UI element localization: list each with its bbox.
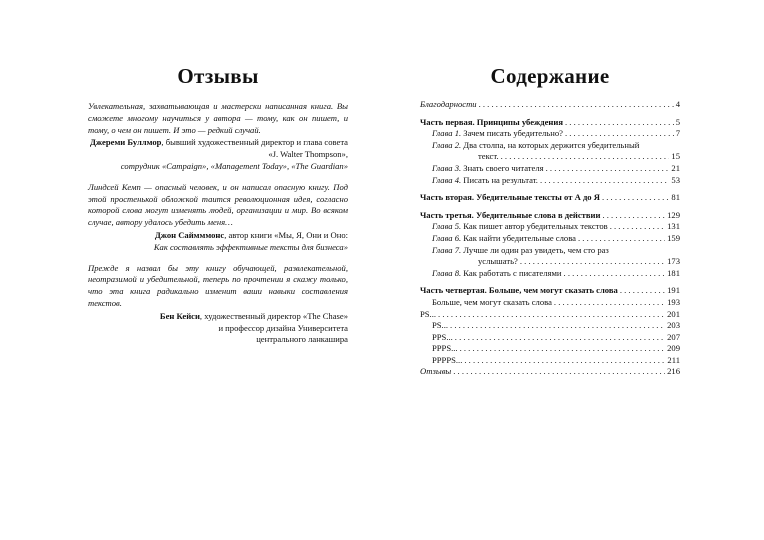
toc-label: Часть четвертая. Больше, чем могут сказать слова xyxy=(420,285,618,296)
toc-page: 4 xyxy=(675,99,680,109)
toc-page: 53 xyxy=(671,174,680,185)
review-author-role-3: центрального ланкашира xyxy=(256,334,348,345)
toc-label: Больше, чем могут сказать слова xyxy=(432,296,552,307)
toc-page: 203 xyxy=(667,320,680,331)
toc-page: 216 xyxy=(667,366,680,377)
toc-entry[interactable] xyxy=(420,332,680,344)
review-author-role-2: и профессор дизайна Университета xyxy=(218,322,348,333)
toc-entry[interactable] xyxy=(420,309,680,321)
toc-chapter[interactable] xyxy=(420,140,680,163)
toc-label: Отзывы xyxy=(420,366,452,377)
toc-label: услышать? xyxy=(478,256,518,267)
toc-label: Часть первая. Принципы убеждения xyxy=(420,116,563,127)
review-author: Джереми Буллмор xyxy=(90,137,162,148)
toc-chapter-num: Глава 3. xyxy=(432,162,462,173)
toc-page: 15 xyxy=(671,151,680,162)
toc-page: 207 xyxy=(667,331,680,342)
toc-label: PPS... xyxy=(432,331,453,342)
toc-entry[interactable] xyxy=(420,366,680,378)
toc-page: 131 xyxy=(667,221,680,232)
review-author-role-2: Как составлять эффективные тексты для бизнеса» xyxy=(153,241,348,252)
toc-page: 209 xyxy=(667,343,680,354)
toc-chapter[interactable] xyxy=(420,268,680,280)
toc-label: Благодарности xyxy=(420,99,477,109)
toc-label: Зачем писать убедительно? xyxy=(461,128,563,139)
toc-entry[interactable] xyxy=(420,320,680,332)
toc-label: Писать на результат. xyxy=(461,174,538,185)
contents-page xyxy=(420,0,680,540)
review-attribution xyxy=(88,137,348,172)
review-author-role-2: сотрудник «Campaign», «Management Today», «The Guardian» xyxy=(120,160,348,171)
review-author: Бен Кейси xyxy=(159,310,200,321)
reviews-page xyxy=(88,0,348,540)
toc-label: Как найти убедительные слова xyxy=(461,232,576,243)
toc-label: PPPS... xyxy=(432,343,458,354)
toc-chapter[interactable] xyxy=(420,233,680,245)
toc-chapter[interactable] xyxy=(420,245,680,268)
toc-label: Как пишет автор убедительных текстов xyxy=(461,221,608,232)
toc-entry[interactable] xyxy=(420,343,680,355)
review xyxy=(88,263,348,347)
toc-label: Лучше ли один раз увидеть, чем сто раз xyxy=(461,244,609,255)
toc-part[interactable] xyxy=(420,117,680,129)
toc-part[interactable] xyxy=(420,285,680,297)
toc-label: Часть третья. Убедительные слова в действии xyxy=(420,209,601,220)
toc-page: 129 xyxy=(667,209,680,220)
toc-page: 81 xyxy=(671,192,680,203)
review-author-role: , автор книги «Мы, Я, Они и Оно: xyxy=(224,229,348,240)
review xyxy=(88,182,348,254)
review-quote: Прежде я назвал бы эту книгу обучающей, развлекательной, неотразимой и убедительной, теперь по прочтении я скажу только, что эта книга радикально изменит ваши навыки составления текстов. xyxy=(88,262,348,308)
toc-chapter[interactable] xyxy=(420,175,680,187)
toc-part[interactable] xyxy=(420,192,680,204)
toc-page: 173 xyxy=(667,256,680,267)
toc-page: 5 xyxy=(675,116,680,127)
toc-entry[interactable] xyxy=(420,355,680,367)
reviews-title: Отзывы xyxy=(177,64,259,88)
review-attribution xyxy=(88,230,348,254)
reviews-list xyxy=(88,101,348,355)
toc-chapter[interactable] xyxy=(420,163,680,175)
toc-entry[interactable] xyxy=(420,99,680,111)
review xyxy=(88,101,348,173)
toc-label: Знать своего читателя xyxy=(461,162,544,173)
review-quote: Линдсей Кемп — опасный человек, и он написал опасную книгу. Под этой простенькой обложкой таится революционная идея, согласно которой слова могут изменять людей, организации и мир. Во всяком случае, автору удалось убедить меня… xyxy=(88,181,348,228)
toc-chapter[interactable] xyxy=(420,128,680,140)
toc-chapter-num: Глава 7. xyxy=(432,244,462,255)
toc-page: 201 xyxy=(667,308,680,319)
toc-page: 7 xyxy=(675,128,680,139)
toc-page: 159 xyxy=(667,232,680,243)
toc-page: 211 xyxy=(667,354,680,365)
toc-chapter-num: Глава 6. xyxy=(432,232,462,243)
review-author-role: , художественный директор «The Chase» xyxy=(199,310,348,321)
toc-page: 181 xyxy=(667,267,680,278)
toc-page: 191 xyxy=(667,285,680,296)
toc-page: 21 xyxy=(671,162,680,173)
table-of-contents xyxy=(420,99,680,378)
review-author-role: , бывший художественный директор и глава совета «J. Walter Thompson», xyxy=(161,137,348,160)
toc-chapter-num: Глава 5. xyxy=(432,221,462,232)
toc-chapter-num: Глава 2. xyxy=(432,139,462,150)
toc-chapter-num: Глава 4. xyxy=(432,174,462,185)
toc-label: PS... xyxy=(432,320,449,331)
toc-label: текст. xyxy=(478,151,499,162)
contents-title: Содержание xyxy=(490,64,610,88)
toc-label: PPPPS... xyxy=(432,354,463,365)
toc-chapter-num: Глава 8. xyxy=(432,267,462,278)
toc-label: Часть вторая. Убедительные тексты от А до Я xyxy=(420,192,600,203)
toc-part[interactable] xyxy=(420,210,680,222)
toc-label: Как работать с писателями xyxy=(461,267,562,278)
toc-chapter-num: Глава 1. xyxy=(432,128,462,139)
toc-label: PS... xyxy=(420,308,437,319)
toc-chapter[interactable] xyxy=(420,221,680,233)
toc-page: 193 xyxy=(667,296,680,307)
toc-label: Два столпа, на которых держится убедительный xyxy=(461,139,640,150)
review-attribution xyxy=(88,311,348,346)
toc-entry[interactable] xyxy=(420,297,680,309)
review-author: Джон Саймммонс xyxy=(154,229,225,240)
review-quote: Увлекательная, захватывающая и мастерски написанная книга. Вы сможете многому научиться у автора — тому, как он пишет, и тому, о чем он пишет. И это — редкий случай. xyxy=(88,101,348,135)
